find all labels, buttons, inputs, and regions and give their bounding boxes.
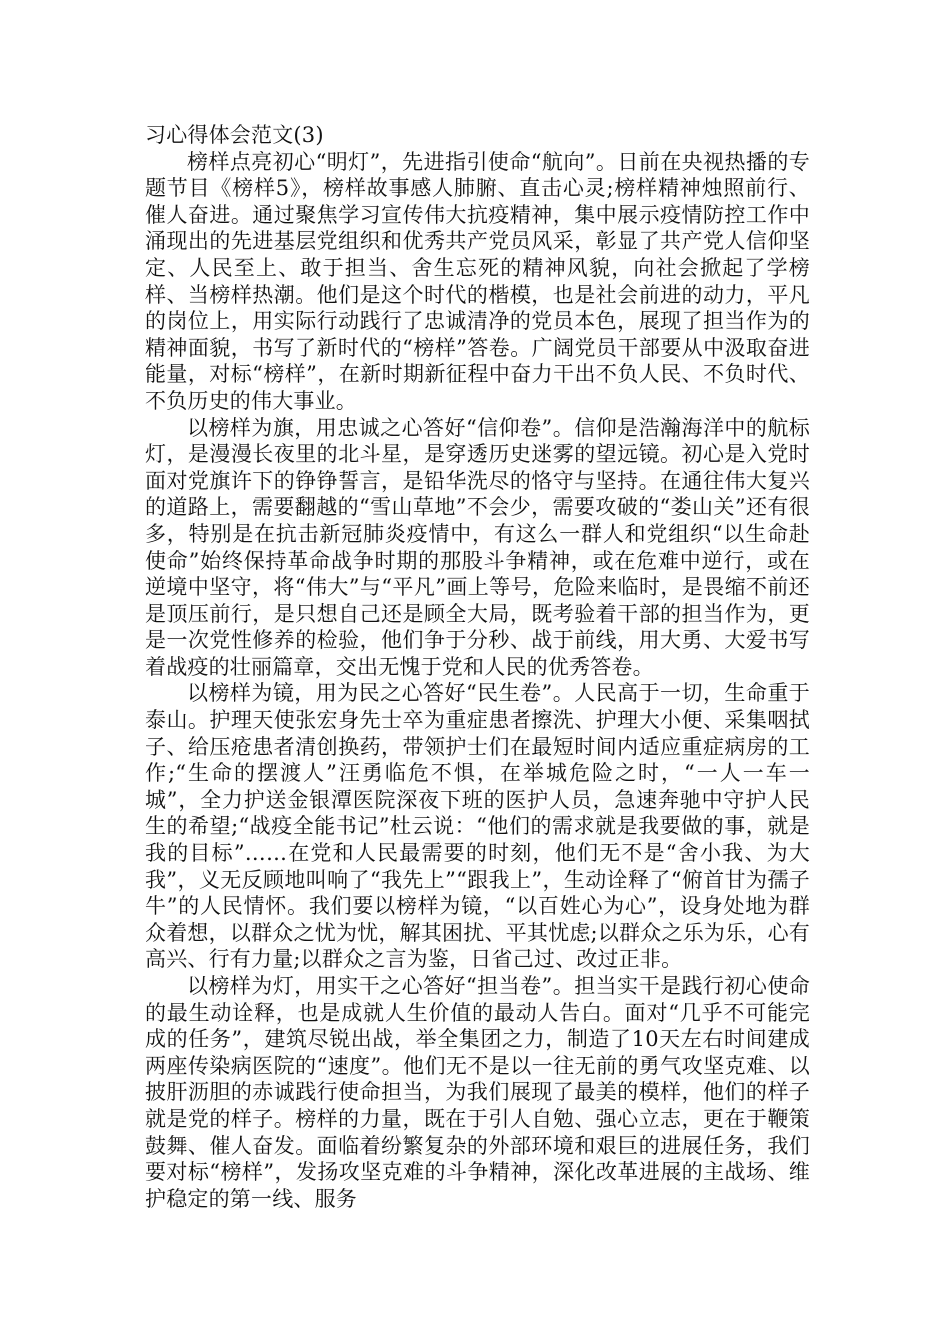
document-title: 习心得体会范文(3) [145, 123, 324, 147]
paragraph-2: 以榜样为旗，用忠诚之心答好“信仰卷”。信仰是浩瀚海洋中的航标灯，是漫漫长夜里的北斗星，是穿透历史迷雾的望远镜。初心是入党时面对党旗许下的铮铮誓言，是铅华洗尽的恪守与坚持。在通往伟大复兴的道路上，需要翻越的“雪山草地”不会少，需要攻破的“娄山关”还有很多，特别是在抗击新冠肺炎疫情中，有这么一群人和党组织“以生命赴使命”始终保持革命战争时期的那股斗争精神，或在危难中逆行，或在逆境中坚守，将“伟大”与“平凡”画上等号，危险来临时，是畏缩不前还是顶压前行，是只想自己还是顾全大局，既考验着干部的担当作为，更是一次党性修养的检验，他们争于分秒、战于前线，用大勇、大爱书写着战疫的壮丽篇章，交出无愧于党和人民的优秀答卷。 [145, 415, 810, 679]
paragraph-4: 以榜样为灯，用实干之心答好“担当卷”。担当实干是践行初心使命的最生动诠释，也是成就人生价值的最动人告白。面对“几乎不可能完成的任务”，建筑尽锐出战，举全集团之力，制造了10天左右时间建成两座传染病医院的“速度”。他们无不是以一往无前的勇气攻坚克难、以披肝沥胆的赤诚践行使命担当，为我们展现了最美的模样，他们的样子就是党的样子。榜样的力量，既在于引人自勉、强心立志，更在于鞭策鼓舞、催人奋发。面临着纷繁复杂的外部环境和艰巨的进展任务，我们要对标“榜样”，发扬攻坚克难的斗争精神，深化改革进展的主战场、维护稳定的第一线、服务 [145, 974, 810, 1211]
document-page [145, 122, 810, 1212]
paragraph-3: 以榜样为镜，用为民之心答好“民生卷”。人民高于一切，生命重于泰山。护理天使张宏身先士卒为重症患者擦洗、护理大小便、采集咽拭子、给压疮患者清创换药，带领护士们在最短时间内适应重症病房的工作;“生命的摆渡人”汪勇临危不惧，在举城危险之时，“一人一车一城”，全力护送金银潭医院深夜下班的医护人员，急速奔驰中守护人民生的希望;“战疫全能书记”杜云说：“他们的需求就是我要做的事，就是我的目标”……在党和人民最需要的时刻，他们无不是“舍小我、为大我”，义无反顾地叫响了“我先上”“跟我上”，生动诠释了“俯首甘为孺子牛”的人民情怀。我们要以榜样为镜，“以百姓心为心”，设身处地为群众着想，以群众之忧为忧，解其困扰、平其忧虑;以群众之乐为乐，心有高兴、行有力量;以群众之言为鉴，日省己过、改过正非。 [145, 681, 810, 972]
paragraph-1: 榜样点亮初心“明灯”，先进指引使命“航向”。日前在央视热播的专题节目《榜样5》，榜样故事感人肺腑、直击心灵;榜样精神烛照前行、催人奋进。通过聚焦学习宣传伟大抗疫精神，集中展示疫情防控工作中涌现出的先进基层党组织和优秀共产党员风采，彰显了共产党人信仰坚定、人民至上、敢于担当、舍生忘死的精神风貌，向社会掀起了学榜样、当榜样热潮。他们是这个时代的楷模，也是社会前进的动力，平凡的岗位上，用实际行动践行了忠诚清净的党员本色，展现了担当作为的精神面貌，书写了新时代的“榜样”答卷。广阔党员干部要从中汲取奋进能量，对标“榜样”，在新时期新征程中奋力干出不负人民、不负时代、不负历史的伟大事业。 [145, 149, 810, 413]
